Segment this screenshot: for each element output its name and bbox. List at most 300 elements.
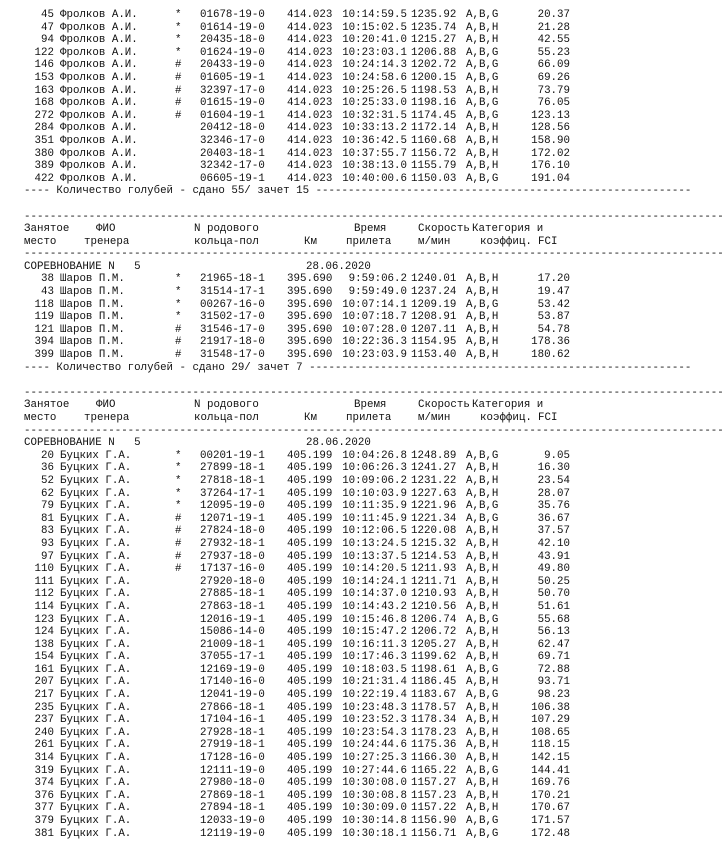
header-fci: FCI [538,235,558,248]
place: 47 [41,21,54,34]
trainer-name: Шаров П.М. [60,273,125,286]
trainer-name: Буцких Г.А. [60,701,132,714]
fci: 170.67 [531,802,570,815]
fci: 37.57 [537,525,570,538]
place: 154 [34,651,54,664]
trainer-name: Фролков А.И. [60,134,138,147]
place: 381 [34,827,54,840]
header-place-2: место [24,235,57,248]
distance-km: 414.023 [287,71,333,84]
speed: 1214.53 [411,550,457,563]
speed: 1221.96 [411,500,457,513]
arrival-time: 10:30:08.0 [342,777,407,790]
mark: * [175,21,182,34]
table-row [0,349,600,362]
arrival-time: 10:40:00.6 [342,172,407,185]
table-row [0,22,600,35]
table-row [0,160,600,173]
ring-number: 12041-19-0 [200,689,265,702]
ring-number: 01624-19-0 [200,46,265,59]
arrival-time: 10:27:44.6 [342,764,407,777]
table-row [0,626,600,639]
fci: 176.10 [531,160,570,173]
place: 52 [41,474,54,487]
speed: 1155.79 [411,160,457,173]
speed: 1206.88 [411,46,457,59]
category: A,B,H [466,714,499,727]
ring-number: 12033-19-0 [200,815,265,827]
trainer-name: Буцких Г.А. [60,474,132,487]
mark: * [175,9,182,21]
table-row [0,525,600,538]
fci: 53.87 [537,311,570,324]
place: 272 [34,109,54,122]
fci: 51.61 [537,600,570,613]
category: A,B,H [466,147,499,160]
speed: 1150.03 [411,172,457,185]
distance-km: 405.199 [287,752,333,765]
ring-number: 15086-14-0 [200,626,265,639]
category: A,B,H [466,336,499,349]
table-row [0,576,600,589]
arrival-time: 10:37:55.7 [342,147,407,160]
table-row [0,551,600,564]
trainer-name: Фролков А.И. [60,34,138,47]
trainer-name: Буцких Г.А. [60,600,132,613]
place: 379 [34,815,54,827]
trainer-name: Буцких Г.А. [60,689,132,702]
header-place: Занятое [24,399,70,412]
table-row [0,588,600,601]
trainer-name: Буцких Г.А. [60,789,132,802]
distance-km: 405.199 [287,802,333,815]
fci: 118.15 [531,739,570,752]
fci: 106.38 [531,701,570,714]
fci: 171.57 [531,815,570,827]
arrival-time: 10:32:31.5 [342,109,407,122]
fci: 170.21 [531,789,570,802]
blank-line [0,374,600,387]
table-row [0,601,600,614]
ring-number: 20433-19-0 [200,59,265,72]
ring-number: 21917-18-0 [200,336,265,349]
trainer-name: Фролков А.И. [60,109,138,122]
mark: # [175,349,182,362]
ring-number: 32397-17-0 [200,84,265,97]
header-cat: Категория и [472,223,544,236]
category: A,B,G [466,9,499,21]
speed: 1199.62 [411,651,457,664]
trainer-name: Буцких Г.А. [60,815,132,827]
arrival-time: 10:14:59.5 [342,9,407,21]
place: 163 [34,84,54,97]
speed: 1215.32 [411,537,457,550]
ring-number: 37264-17-1 [200,487,265,500]
mark: # [175,550,182,563]
trainer-name: Шаров П.М. [60,286,125,299]
category: A,B,G [466,449,499,462]
category: A,B,H [466,21,499,34]
table-row [0,34,600,47]
place: 374 [34,777,54,790]
table-row [0,777,600,790]
arrival-time: 10:30:09.0 [342,802,407,815]
speed: 1208.91 [411,311,457,324]
fci: 69.71 [537,651,570,664]
header-speed: Скорость [418,399,470,412]
fci: 43.91 [537,550,570,563]
fci: 20.37 [537,9,570,21]
table-row [0,727,600,740]
table-row [0,538,600,551]
trainer-name: Фролков А.И. [60,21,138,34]
header-time-2: прилета [346,412,392,424]
distance-km: 405.199 [287,512,333,525]
distance-km: 395.690 [287,311,333,324]
fci: 169.76 [531,777,570,790]
table-row [0,488,600,501]
table-row [0,802,600,815]
category: A,B,H [466,160,499,173]
distance-km: 405.199 [287,613,333,626]
trainer-name: Буцких Г.А. [60,500,132,513]
place: 43 [41,286,54,299]
table-row [0,273,600,286]
fci: 108.65 [531,726,570,739]
trainer-name: Шаров П.М. [60,349,125,362]
fci: 55.23 [537,46,570,59]
summary-line: ---- Количество голубей - сдано 29/ зачет 7 ----------------------------------------------------------- [24,361,692,374]
competition-title: СОРЕВНОВАНИЕ N 5 [24,260,141,273]
trainer-name: Буцких Г.А. [60,525,132,538]
ring-number: 31502-17-0 [200,311,265,324]
header-fio: ФИО [96,399,116,412]
arrival-time: 10:22:19.4 [342,689,407,702]
ring-number: 21009-18-1 [200,638,265,651]
mark: * [175,462,182,475]
trainer-name: Буцких Г.А. [60,739,132,752]
place: 79 [41,500,54,513]
speed: 1160.68 [411,134,457,147]
fci: 73.79 [537,84,570,97]
ring-number: 31548-17-0 [200,349,265,362]
fci: 66.09 [537,59,570,72]
place: 122 [34,46,54,59]
ring-number: 27899-18-1 [200,462,265,475]
ring-number: 32346-17-0 [200,134,265,147]
trainer-name: Фролков А.И. [60,147,138,160]
fci: 49.80 [537,563,570,576]
mark: * [175,449,182,462]
ring-number: 27919-18-1 [200,739,265,752]
trainer-name: Буцких Г.А. [60,827,132,840]
place: 319 [34,764,54,777]
place: 237 [34,714,54,727]
speed: 1178.34 [411,714,457,727]
mark: * [175,487,182,500]
category: A,B,H [466,600,499,613]
trainer-name: Буцких Г.А. [60,537,132,550]
distance-km: 405.199 [287,474,333,487]
table-row [0,9,600,22]
category: A,B,H [466,563,499,576]
fci: 128.56 [531,122,570,135]
mark: * [175,474,182,487]
ring-number: 20435-18-0 [200,34,265,47]
mark: * [175,34,182,47]
header-fio-2: тренера [84,412,130,424]
distance-km: 405.199 [287,550,333,563]
category: A,B,G [466,109,499,122]
ring-number: 27866-18-1 [200,701,265,714]
table-row [0,85,600,98]
table-row [0,135,600,148]
ring-number: 27920-18-0 [200,575,265,588]
trainer-name: Буцких Г.А. [60,663,132,676]
header-km: Км [304,235,317,248]
category: A,B,H [466,588,499,601]
distance-km: 414.023 [287,84,333,97]
fci: 36.67 [537,512,570,525]
mark: * [175,298,182,311]
speed: 1248.89 [411,449,457,462]
category: A,B,G [466,613,499,626]
trainer-name: Буцких Г.А. [60,588,132,601]
distance-km: 405.199 [287,815,333,827]
ring-number: 31514-17-1 [200,286,265,299]
category: A,B,G [466,59,499,72]
fci: 23.54 [537,474,570,487]
ring-number: 27824-18-0 [200,525,265,538]
competition-date: 28.06.2020 [306,437,371,450]
category: A,B,H [466,651,499,664]
place: 121 [34,323,54,336]
place: 45 [41,9,54,21]
speed: 1240.01 [411,273,457,286]
trainer-name: Буцких Г.А. [60,777,132,790]
trainer-name: Шаров П.М. [60,323,125,336]
ring-number: 06605-19-1 [200,172,265,185]
place: 240 [34,726,54,739]
table-row [0,450,600,463]
distance-km: 405.199 [287,726,333,739]
speed: 1157.23 [411,789,457,802]
distance-km: 414.023 [287,21,333,34]
trainer-name: Буцких Г.А. [60,512,132,525]
category: A,B,H [466,575,499,588]
ring-number: 27818-18-1 [200,474,265,487]
place: 399 [34,349,54,362]
header-time: Время [354,399,387,412]
arrival-time: 10:14:43.2 [342,600,407,613]
category: A,B,G [466,71,499,84]
fci: 144.41 [531,764,570,777]
fci: 17.20 [537,273,570,286]
header-cat-2: коэффиц. [480,235,532,248]
distance-km: 395.690 [287,286,333,299]
header-ring-2: кольца-пол [194,235,259,248]
fci: 98.23 [537,689,570,702]
fci: 76.05 [537,97,570,110]
competition-title: СОРЕВНОВАНИЕ N 5 [24,437,141,450]
distance-km: 414.023 [287,109,333,122]
place: 394 [34,336,54,349]
ring-number: 27932-18-1 [200,537,265,550]
distance-km: 405.199 [287,563,333,576]
place: 81 [41,512,54,525]
speed: 1183.67 [411,689,457,702]
arrival-time: 10:30:18.1 [342,827,407,840]
arrival-time: 10:07:14.1 [342,298,407,311]
arrival-time: 10:15:46.8 [342,613,407,626]
speed: 1215.27 [411,34,457,47]
header-speed-2: м/мин [418,235,451,248]
place: 62 [41,487,54,500]
ring-number: 37055-17-1 [200,651,265,664]
arrival-time: 10:15:47.2 [342,626,407,639]
category: A,B,H [466,701,499,714]
speed: 1198.16 [411,97,457,110]
category: A,B,H [466,525,499,538]
speed: 1210.56 [411,600,457,613]
ring-number: 27885-18-1 [200,588,265,601]
place: 111 [34,575,54,588]
place: 161 [34,663,54,676]
trainer-name: Шаров П.М. [60,311,125,324]
trainer-name: Фролков А.И. [60,71,138,84]
place: 118 [34,298,54,311]
place: 284 [34,122,54,135]
speed: 1157.27 [411,777,457,790]
arrival-time: 9:59:49.0 [348,286,407,299]
speed: 1165.22 [411,764,457,777]
distance-km: 405.199 [287,449,333,462]
trainer-name: Буцких Г.А. [60,626,132,639]
place: 119 [34,311,54,324]
arrival-time: 10:14:20.5 [342,563,407,576]
speed: 1200.15 [411,71,457,84]
place: 153 [34,71,54,84]
arrival-time: 10:09:06.2 [342,474,407,487]
distance-km: 405.199 [287,462,333,475]
distance-km: 395.690 [287,349,333,362]
trainer-name: Фролков А.И. [60,46,138,59]
table-row [0,122,600,135]
summary-line: ---- Количество голубей - сдано 55/ зачет 15 ---------------------------------------------------------- [24,185,692,198]
table-row [0,336,600,349]
table-row [0,739,600,752]
ring-number: 01678-19-0 [200,9,265,21]
table-row [0,513,600,526]
arrival-time: 10:07:28.0 [342,323,407,336]
category: A,B,H [466,739,499,752]
arrival-time: 10:24:58.6 [342,71,407,84]
arrival-time: 10:06:26.3 [342,462,407,475]
header-km: Км [304,412,317,424]
fci: 178.36 [531,336,570,349]
category: A,B,G [466,46,499,59]
category: A,B,H [466,474,499,487]
ring-number: 20412-18-0 [200,122,265,135]
table-row [0,689,600,702]
arrival-time: 10:25:33.0 [342,97,407,110]
speed: 1175.36 [411,739,457,752]
category: A,B,H [466,323,499,336]
place: 261 [34,739,54,752]
ring-number: 12016-19-1 [200,613,265,626]
category: A,B,H [466,34,499,47]
arrival-time: 10:30:08.8 [342,789,407,802]
table-row [0,72,600,85]
arrival-time: 10:21:31.4 [342,676,407,689]
speed: 1211.93 [411,563,457,576]
trainer-name: Буцких Г.А. [60,563,132,576]
distance-km: 414.023 [287,134,333,147]
trainer-name: Буцких Г.А. [60,575,132,588]
speed: 1207.11 [411,323,457,336]
fci: 158.90 [531,134,570,147]
speed: 1202.72 [411,59,457,72]
ring-number: 01615-19-0 [200,97,265,110]
speed: 1211.71 [411,575,457,588]
distance-km: 405.199 [287,525,333,538]
table-row [0,311,600,324]
arrival-time: 10:14:37.0 [342,588,407,601]
speed: 1156.71 [411,827,457,840]
table-row [0,563,600,576]
mark: # [175,109,182,122]
column-header-row [0,399,600,412]
mark: # [175,323,182,336]
arrival-time: 10:22:36.3 [342,336,407,349]
ring-number: 17137-16-0 [200,563,265,576]
table-row [0,324,600,337]
place: 351 [34,134,54,147]
trainer-name: Буцких Г.А. [60,802,132,815]
trainer-name: Буцких Г.А. [60,613,132,626]
place: 376 [34,789,54,802]
distance-km: 405.199 [287,676,333,689]
fci: 142.15 [531,752,570,765]
distance-km: 414.023 [287,46,333,59]
trainer-name: Фролков А.И. [60,9,138,21]
trainer-name: Буцких Г.А. [60,676,132,689]
place: 138 [34,638,54,651]
table-row [0,500,600,513]
fci: 9.05 [544,449,570,462]
category: A,B,H [466,134,499,147]
trainer-name: Фролков А.И. [60,97,138,110]
category: A,B,H [466,487,499,500]
distance-km: 405.199 [287,626,333,639]
mark: # [175,71,182,84]
table-row [0,299,600,312]
trainer-name: Буцких Г.А. [60,651,132,664]
mark: * [175,500,182,513]
place: 110 [34,563,54,576]
distance-km: 395.690 [287,273,333,286]
trainer-name: Шаров П.М. [60,298,125,311]
category: A,B,H [466,638,499,651]
fci: 42.55 [537,34,570,47]
place: 83 [41,525,54,538]
table-row [0,765,600,778]
place: 168 [34,97,54,110]
speed: 1205.27 [411,638,457,651]
trainer-name: Фролков А.И. [60,172,138,185]
arrival-time: 10:07:18.7 [342,311,407,324]
distance-km: 405.199 [287,827,333,840]
